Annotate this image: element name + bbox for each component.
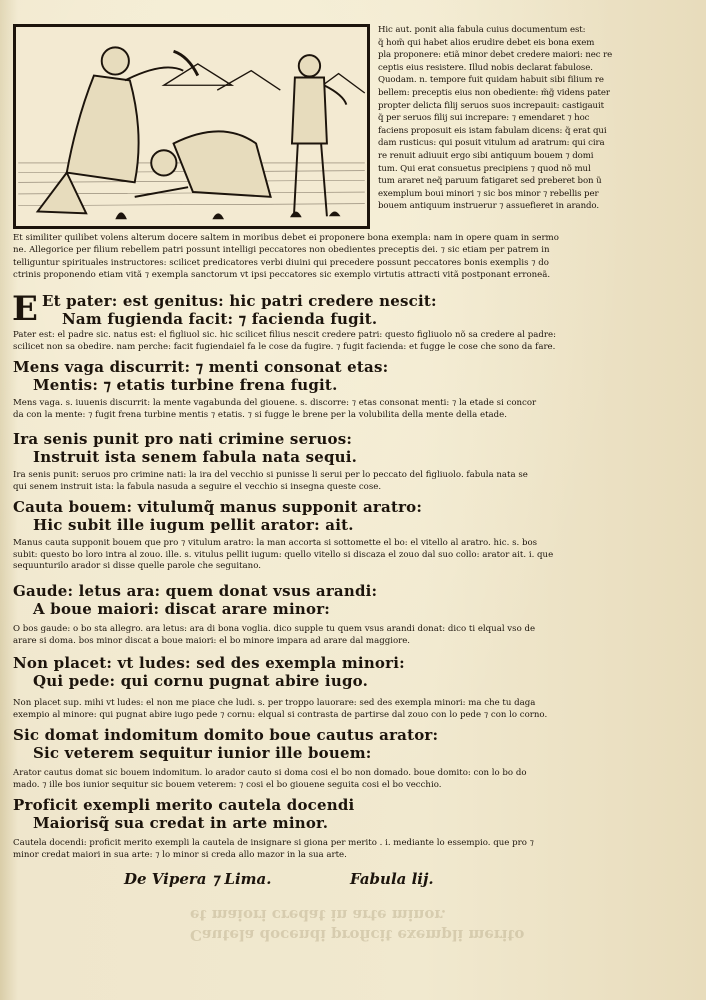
gloss-line: sequunturilo arador si disse quelle parole che seguitano.	[13, 561, 261, 572]
side-line: Hic aut. ponit alia fabula cuius documentum est:	[378, 25, 586, 35]
side-line: q̃ per seruos filij sui increpare: ⁊ emendaret ⁊ hoc	[378, 113, 590, 124]
gloss	[13, 330, 697, 353]
verse-line: Cauta bouem: vitulumq̃ manus supponit aratro:	[13, 498, 423, 516]
gloss	[13, 768, 697, 791]
verse-line: Sic domat indomitum domito boue cautus arator:	[13, 726, 439, 744]
verse-couplet	[13, 430, 697, 466]
verse-couplet	[13, 582, 697, 618]
gloss	[13, 838, 697, 861]
side-line: pla proponere: etiã minor debet credere maiori: nec re	[378, 50, 613, 61]
side-line: q̃ hom̃ qui habet alios erudire debet eis bona exem	[378, 37, 595, 48]
verse-line: Non placet: vt ludes: sed des exempla minori:	[13, 654, 405, 672]
verse-line: A boue maiori: discat arare minor:	[33, 600, 331, 618]
verse-couplet	[13, 796, 697, 832]
side-line: bouem antiquum instruerur ⁊ assuefieret in arando.	[378, 201, 599, 212]
decorated-initial: E	[12, 289, 38, 329]
bleed-line: et maiori credat in arte minor.	[190, 906, 447, 924]
verse-line: Nam fugienda facit: ⁊ facienda fugit.	[62, 310, 378, 328]
woodcut-illustration	[13, 24, 370, 229]
gloss-line: Mens vaga. s. iuuenis discurrit: la mente vagabunda del giouene. s. discorre: ⁊ etas consonat menti: ⁊ la etade si concor	[13, 398, 537, 408]
verse-line: Et pater: est genitus: hic patri credere nescit:	[42, 292, 437, 310]
side-line: propter delicta filij seruos suos increpauit: castigauit	[378, 100, 604, 111]
gloss	[13, 398, 697, 421]
gloss	[13, 470, 697, 493]
verse-line: Ira senis punit pro nati crimine seruos:	[13, 430, 353, 448]
intro-line: ctrinis proponendo etiam vitã ⁊ exempla sanctorum vt ipsi peccatores sic exemplo virtutis attracti vitã postponant erroneã.	[13, 270, 551, 281]
side-commentary	[378, 24, 698, 213]
gloss-line: O bos gaude: o bo sta allegro. ara letus: ara di bona voglia. dico supple tu quem vsus arandi donat: dico ti elqual vso de	[13, 624, 536, 634]
verse-couplet	[13, 498, 697, 534]
gloss-line: exempio al minore: qui pugnat abire iugo pede ⁊ cornu: elqual si contrasta de partirse dal zouo con lo pede ⁊ con lo corno.	[13, 709, 548, 720]
gloss-line: arare si doma. bos minor discat a boue maiori: el bo minore impara ad arare dal maggiore.	[13, 635, 411, 646]
verse-line: Qui pede: qui cornu pugnat abire iugo.	[33, 672, 368, 690]
intro-line: Et similiter quilibet volens alterum docere saltem in moribus debet ei proponere bona exempla: nam in opere quam in sermo	[13, 233, 559, 243]
gloss-line: Cautela docendi: proficit merito exempli la cautela de insignare si giona per merito . i. mediante lo essempio. que pro ⁊	[13, 838, 534, 848]
side-line: exemplum boui minori ⁊ sic bos minor ⁊ rebellis per	[378, 188, 599, 199]
side-line: dam rusticus: qui posuit vitulum ad aratrum: qui cira	[378, 138, 605, 149]
verse-line: Mentis: ⁊ etatis turbine frena fugit.	[33, 376, 338, 394]
side-line: ceptis eius resistere. Illud nobis declarat fabulose.	[378, 62, 593, 73]
verse-couplet	[13, 654, 697, 690]
side-line: bellem: preceptis eius non obediente: m̃g̃ videns pater	[378, 87, 610, 98]
gloss	[13, 538, 697, 573]
gloss-line: Non placet sup. mihi vt ludes: el non me piace che ludi. s. per troppo lauorare: sed des exempla minori: ma che tu daga	[13, 698, 536, 708]
verse-couplet	[13, 358, 697, 394]
intro-line: telliguntur spirituales instructores: scilicet predicatores verbi diuini qui precedere possunt peccatores bonis exemplis ⁊ do	[13, 257, 549, 268]
intro-paragraph	[13, 232, 697, 282]
gloss	[13, 698, 697, 721]
gloss-line: minor credat maiori in sua arte: ⁊ lo minor si creda allo mazor in la sua arte.	[13, 849, 347, 860]
side-line: tum araret neq̃ paruum fatigaret sed preberet bon ũ	[378, 176, 602, 187]
side-line: tum. Qui erat consuetus precipiens ⁊ quod nõ mul	[378, 163, 591, 174]
gloss-line: scilicet non sa obedire. nam perche: facit fugiendaiel fa le cose da fugire. ⁊ fugit facienda: et fugge le cose che sono da fare.	[13, 341, 556, 352]
side-line: faciens proposuit eis istam fabulam dicens: q̃ erat qui	[378, 125, 607, 136]
gloss-line: mado. ⁊ ille bos iunior sequitur sic bouem veterem: ⁊ cosi el bo giouene seguita cosi el bo vecchio.	[13, 779, 442, 790]
verse-line: Hic subit ille iugum pellit arator: ait.	[33, 516, 354, 534]
gloss-line: da con la mente: ⁊ fugit frena turbine mentis ⁊ etatis. ⁊ si fugge le brene per la volubilita della mente della etade.	[13, 409, 507, 420]
verse-line: Gaude: letus ara: quem donat vsus arandi:	[13, 582, 378, 600]
verse-line: Instruit ista senem fabula nata sequi.	[33, 448, 358, 466]
gloss-line: qui senem instruit ista: la fabula nasuda a seguire el vecchio si insegna queste cose.	[13, 481, 382, 492]
show-through-text	[190, 905, 700, 945]
verse-line: Maiorisq̃ sua credat in arte minor.	[33, 814, 329, 832]
side-line: Quodam. n. tempore fuit quidam habuit sibi filium re	[378, 75, 604, 86]
gloss-line: subit: questo bo loro intra al zouo. ille. s. vitulus pellit iugum: quello vitello si discaza el zouo dal suo collo: arator ait. i. que	[13, 549, 554, 560]
gloss-line: Manus cauta supponit bouem que pro ⁊ vitulum aratro: la man accorta si sottomette el bo: el vitello al aratro. hic. s. bos	[13, 538, 538, 548]
verse-couplet	[13, 726, 697, 762]
next-fable-title: De Vipera ⁊ Lima.	[124, 870, 272, 888]
verse-line: Mens vaga discurrit: ⁊ menti consonat etas:	[13, 358, 389, 376]
intro-line: ne. Allegorice per filium rebellem patri possunt intelligi peccatores non obedientes preceptis dei. ⁊ sic etiam per patrem in	[13, 245, 550, 256]
verse-line: Sic veterem sequitur iunior ille bouem:	[33, 744, 372, 762]
fable-number: Fabula lij.	[350, 870, 434, 888]
verse-couplet	[42, 292, 692, 328]
gloss-line: Ira senis punit: seruos pro crimine nati: la ira del vecchio si punisse li serui per lo peccato del figliuolo. fabula nata se	[13, 470, 528, 480]
gloss-line: Pater est: el padre sic. natus est: el figliuol sic. hic scilicet filius nescit credere patri: questo figliuolo nõ sa credere al padre:	[13, 330, 556, 340]
gloss	[13, 624, 697, 647]
verse-line: Proficit exempli merito cautela docendi	[13, 796, 355, 814]
side-line: re renuit adiuuit ergo sibi antiquum bouem ⁊ domi	[378, 150, 594, 161]
bleed-line: Cautela docendi proficit exempli merito	[190, 926, 525, 944]
gloss-line: Arator cautus domat sic bouem indomitum. lo arador cauto si doma cosi el bo non domado. boue domito: con lo bo do	[13, 768, 527, 778]
